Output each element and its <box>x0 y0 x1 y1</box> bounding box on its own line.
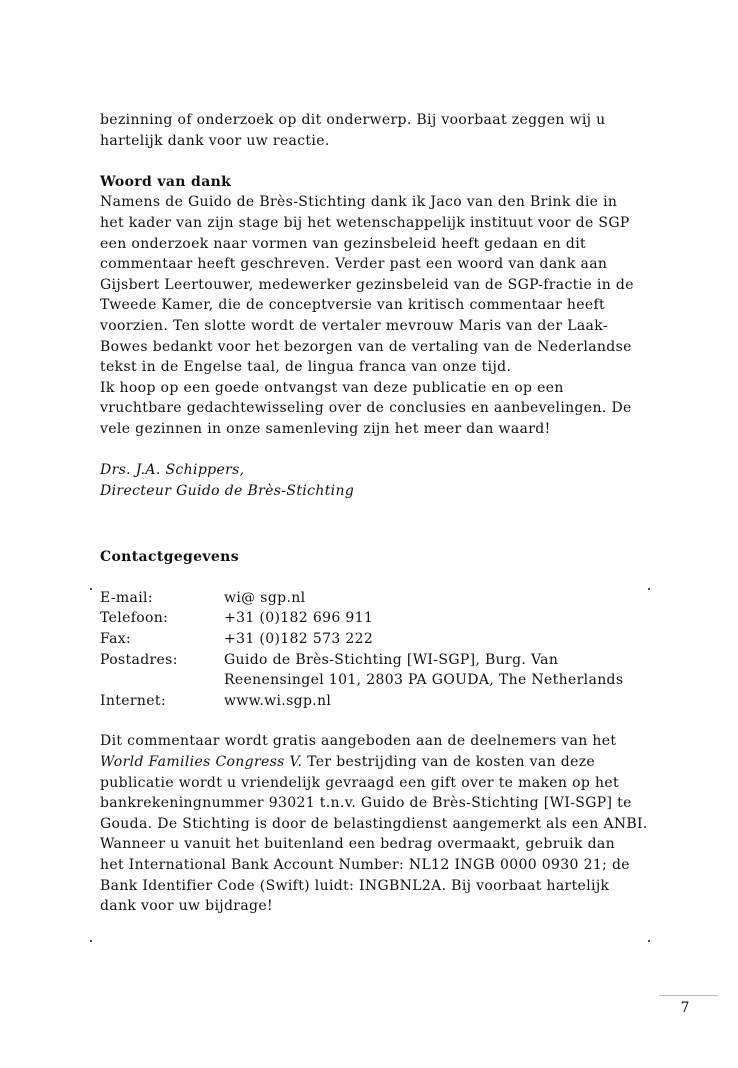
contact-table <box>100 588 623 712</box>
text-line: hartelijk dank voor uw reactie. <box>100 132 330 149</box>
text-line: commentaar heeft geschreven. Verder past een woord van dank aan <box>100 256 608 273</box>
document-body <box>100 110 660 917</box>
text-line: Namens de Guido de Brès-Stichting dank ik Jaco van den Brink die in <box>100 194 618 211</box>
frame-mark <box>648 588 650 590</box>
text-line: voorzien. Ten slotte wordt de vertaler mevrouw Maris van der Laak- <box>100 317 608 334</box>
page-number: 7 <box>680 1000 690 1016</box>
internet-label: Internet: <box>100 692 166 709</box>
signature-name: Drs. J.A. Schippers, <box>100 462 245 479</box>
frame-mark <box>648 940 650 942</box>
text-line <box>100 752 660 773</box>
address-line: Guido de Brès-Stichting [WI-SGP], Burg. Van <box>224 651 559 668</box>
text-line: bezinning of onderzoek op dit onderwerp. Bij voorbaat zeggen wij u <box>100 112 606 128</box>
text-line: Gijsbert Leertouwer, medewerker gezinsbeleid van de SGP-fractie in de <box>100 276 634 293</box>
text-line: een onderzoek naar vormen van gezinsbeleid heeft gedaan en dit <box>100 235 587 252</box>
text-line: dank voor uw bijdrage! <box>100 898 273 915</box>
phone-value: +31 (0)182 696 911 <box>224 610 374 627</box>
address-value <box>224 650 623 691</box>
text-line: het International Bank Account Number: NL12 INGB 0000 0930 21; de <box>100 857 630 873</box>
intro-paragraph <box>100 110 660 151</box>
fax-value: +31 (0)182 573 222 <box>224 631 374 648</box>
frame-mark <box>90 588 92 590</box>
text-line: vele gezinnen in onze samenleving zijn het meer dan waard! <box>100 420 551 437</box>
email-value: wi@ sgp.nl <box>224 589 306 606</box>
phone-label: Telefoon: <box>100 610 169 627</box>
contact-row-fax <box>100 629 623 650</box>
text-line: Bank Identifier Code (Swift) luidt: INGBNL2A. Bij voorbaat hartelijk <box>100 877 610 894</box>
thanks-heading: Woord van dank <box>100 173 232 190</box>
donation-notice <box>100 731 660 916</box>
congress-title: World Families Congress V. <box>100 754 303 771</box>
text-line: Gouda. De Stichting is door de belastingdienst aangemerkt als een ANBI. <box>100 815 648 832</box>
thanks-paragraph <box>100 192 660 439</box>
text-line: publicatie wordt u vriendelijk gevraagd een gift over te maken op het <box>100 774 619 791</box>
text-line: het kader van zijn stage bij het wetenschappelijk instituut voor de SGP <box>100 214 630 231</box>
footer-rule <box>659 995 718 996</box>
fax-label: Fax: <box>100 631 132 648</box>
contact-heading: Contactgegevens <box>100 549 239 566</box>
text-line: Wanneer u vanuit het buitenland een bedrag overmaakt, gebruik dan <box>100 836 615 853</box>
signature-block <box>100 460 660 501</box>
text-line: Tweede Kamer, die de conceptversie van kritisch commentaar heeft <box>100 297 606 314</box>
internet-value: www.wi.sgp.nl <box>224 692 332 709</box>
text-line: bankrekeningnummer 93021 t.n.v. Guido de Brès-Stichting [WI-SGP] te <box>100 795 632 812</box>
contact-row-internet <box>100 691 623 712</box>
text-fragment: Ter bestrijding van de kosten van deze <box>302 754 596 771</box>
text-line: Dit commentaar wordt gratis aangeboden aan de deelnemers van het <box>100 733 617 750</box>
address-line: Reenensingel 101, 2803 PA GOUDA, The Netherlands <box>224 672 624 689</box>
contact-row-email <box>100 588 623 609</box>
signature-role: Directeur Guido de Brès-Stichting <box>100 482 355 499</box>
frame-mark <box>90 940 92 942</box>
text-line: Ik hoop op een goede ontvangst van deze publicatie en op een <box>100 379 564 396</box>
contact-row-address <box>100 650 623 691</box>
text-line: vruchtbare gedachtewisseling over de conclusies en aanbevelingen. De <box>100 400 632 417</box>
text-line: tekst in de Engelse taal, de lingua franca van onze tijd. <box>100 359 512 376</box>
address-label: Postadres: <box>100 651 178 668</box>
email-label: E-mail: <box>100 589 153 606</box>
contact-row-phone <box>100 608 623 629</box>
text-line: Bowes bedankt voor het bezorgen van de vertaling van de Nederlandse <box>100 338 632 355</box>
